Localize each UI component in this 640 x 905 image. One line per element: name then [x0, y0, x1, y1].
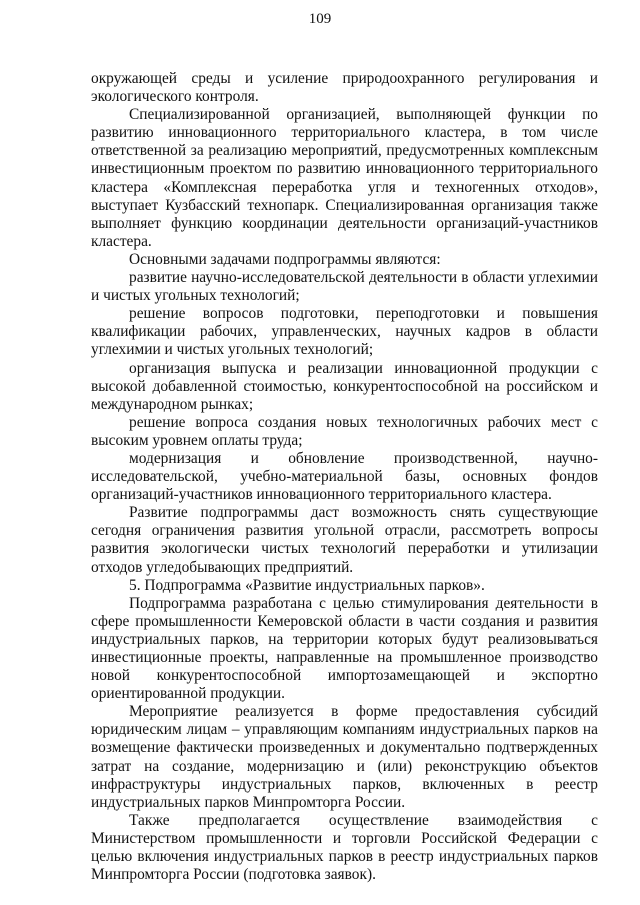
body-text: [91, 70, 598, 884]
list-item: развитие научно-исследовательской деятельности в области углехимии и чистых угольных технологий;: [91, 269, 598, 305]
list-item: модернизация и обновление производственной, научно-исследовательской, учебно-материальной базы, основных фондов организаций-участников инновационного территориального кластера.: [91, 449, 598, 504]
paragraph: Специализированной организацией, выполняющей функции по развитию инновационного территориального кластера, в том числе ответственной за реализацию мероприятий, предусмотренных комплексным инвестиционным проектом по развитию инновационного территориального кластера «Комплексная переработка угля и техногенных отходов», выступает Кузбасский технопарк. Специализированная организация также выполняет функцию координации деятельности организаций-участников кластера.: [91, 106, 598, 250]
page-number: 109: [308, 11, 332, 27]
list-item: решение вопросов подготовки, переподготовки и повышения квалификации рабочих, управленческих, научных кадров в области углехимии и чистых угольных технологий;: [91, 305, 598, 359]
paragraph: Основными задачами подпрограммы являются:: [129, 250, 441, 268]
paragraph: Также предполагается осуществление взаимодействия с Министерством промышленности и торговли Российской Федерации с целью включения индустриальных парков в реестр индустриальных парков Минпромторга России (подготовка заявок).: [91, 811, 598, 884]
list-item: организация выпуска и реализации инновационной продукции с высокой добавленной стоимостью, конкурентоспособной на российском и международном рынках;: [91, 359, 598, 413]
list-item: решение вопроса создания новых технологичных рабочих мест с высоким уровнем оплаты труда;: [91, 413, 598, 449]
paragraph: Мероприятие реализуется в форме предоставления субсидий юридическим лицам – управляющим компаниям индустриальных парков на возмещение фактически произведенных и документально подтвержденных затрат на создание, модернизацию и (или) реконструкцию объектов инфраструктуры индустриальных парков, включенных в реестр индустриальных парков Минпромторга России.: [91, 703, 598, 811]
paragraph: Развитие подпрограммы даст возможность снять существующие сегодня ограничения развития угольной отрасли, рассмотреть вопросы развития экологически чистых технологий переработки и утилизации отходов угледобывающих предприятий.: [91, 504, 598, 576]
paragraph: окружающей среды и усиление природоохранного регулирования и экологического контроля.: [91, 70, 598, 106]
paragraph: Подпрограмма разработана с целью стимулирования деятельности в сфере промышленности Кемеровской области в части создания и развития индустриальных парков, на территории которых будут реализовываться инвестиционные проекты, направленные на промышленное производство новой конкурентоспособной импортозамещающей и экспортно ориентированной продукции.: [91, 594, 598, 703]
section-heading: 5. Подпрограмма «Развитие индустриальных парков».: [129, 576, 485, 594]
